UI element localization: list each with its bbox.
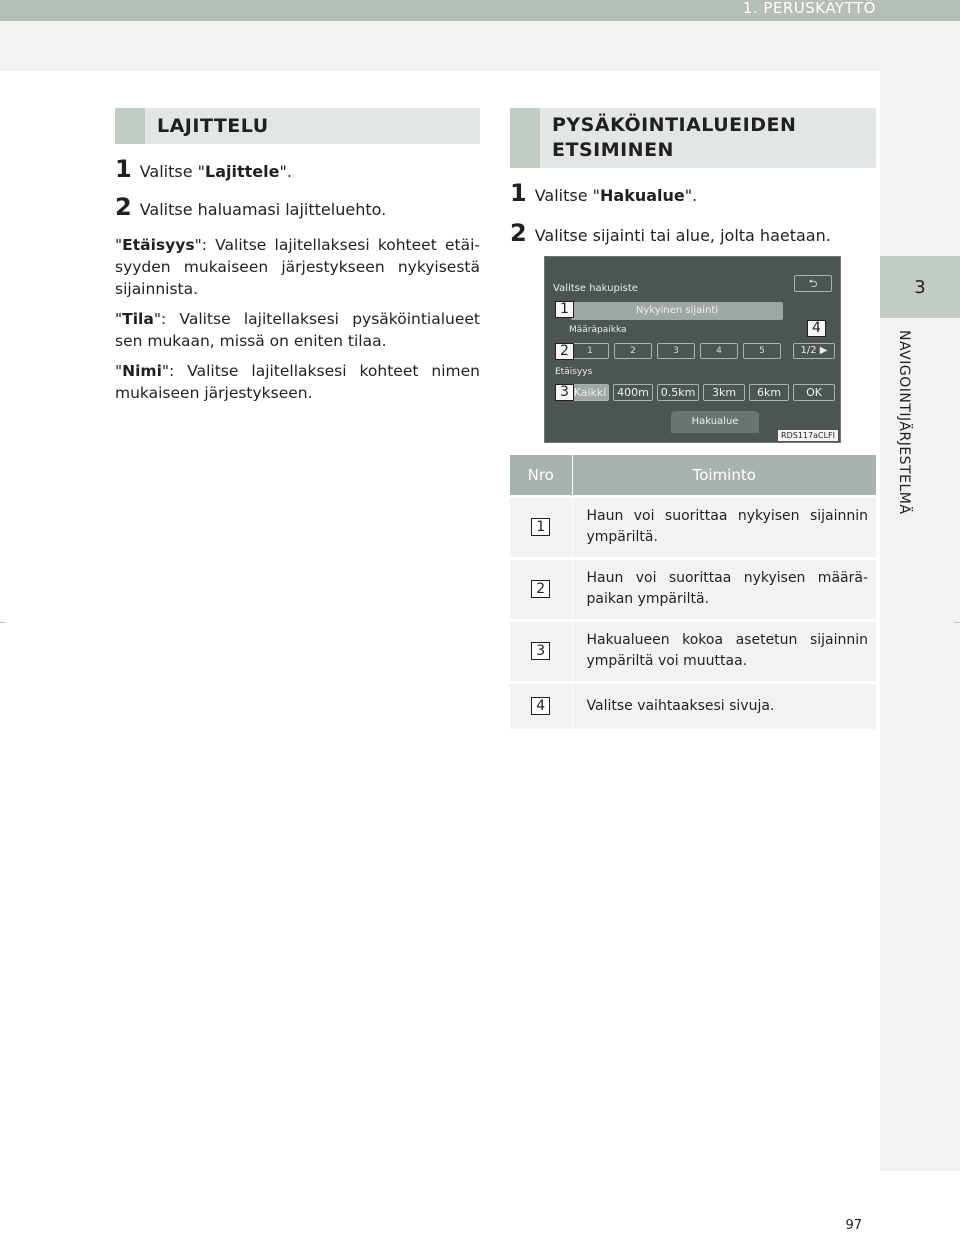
heading-marker — [115, 108, 145, 144]
section-heading-parking-search — [510, 108, 876, 168]
option-text: : Valitse lajitellaksesi pysäköintialueet sen mukaan, missä on eniten tilaa. — [115, 310, 480, 350]
option-distance: "Etäisyys": Valitse lajitellaksesi kohteet etäisyyden mukaiseen järjestykseen nykyisestä sijainnista. — [115, 236, 480, 298]
nav-screen-image — [544, 256, 841, 443]
option-term: Nimi — [122, 362, 162, 380]
destination-button-2: 2 — [614, 343, 652, 359]
image-code: RDS117aCLFI — [778, 430, 838, 441]
heading-text: LAJITTELU — [157, 114, 269, 137]
current-location-button: Nykyinen sijainti — [571, 302, 783, 320]
header-band — [0, 21, 960, 71]
destination-button-1: 1 — [571, 343, 609, 359]
crop-mark-right — [954, 622, 960, 623]
distance-400m-button: 400m — [613, 384, 653, 401]
step-text-end: ". — [684, 186, 698, 205]
table-row — [510, 620, 876, 682]
section-heading-sorting — [115, 108, 480, 144]
return-arrow-icon: ⮌ — [794, 275, 832, 292]
heading-text-line2: ETSIMINEN — [552, 139, 674, 161]
heading-marker — [510, 108, 540, 168]
step-1 — [115, 155, 292, 183]
heading-text-line1: PYSÄKÖINTIALUEIDEN — [552, 114, 797, 136]
step-text: Valitse " — [534, 186, 600, 205]
step-number: 1 — [510, 179, 527, 207]
page-indicator-button: 1/2 ▶ — [793, 343, 835, 359]
step-number: 2 — [510, 219, 527, 247]
callout-marker-1: 1 — [555, 301, 574, 318]
step-text: Valitse haluamasi lajitteluehto. — [139, 200, 387, 219]
table-row — [510, 496, 876, 558]
callout-marker-4: 4 — [807, 320, 826, 337]
column-header-num: Nro — [510, 455, 572, 496]
row-number: 4 — [531, 697, 550, 715]
row-number: 2 — [531, 580, 550, 598]
distance-label: Etäisyys — [555, 367, 593, 377]
distance-05km-button: 0.5km — [657, 384, 699, 401]
step-2 — [115, 193, 387, 221]
header-bar — [0, 0, 960, 21]
destination-button-5: 5 — [743, 343, 781, 359]
row-text: Haun voi suorittaa nykyisen määräpaikan ympäriltä. — [572, 558, 876, 620]
step-bold: Hakualue — [600, 186, 685, 205]
step-2 — [510, 219, 831, 247]
table-row — [510, 558, 876, 620]
step-bold: Lajittele — [205, 162, 280, 181]
distance-3km-button: 3km — [703, 384, 745, 401]
distance-all-button: Kaikki — [571, 384, 609, 401]
column-header-action: Toiminto — [572, 455, 876, 496]
distance-6km-button: 6km — [749, 384, 789, 401]
destination-button-3: 3 — [657, 343, 695, 359]
crop-mark-left — [0, 622, 6, 623]
destination-button-4: 4 — [700, 343, 738, 359]
page-number: 97 — [845, 1218, 862, 1233]
step-number: 1 — [115, 155, 132, 183]
chapter-side-label: NAVIGOINTIJÄRJESTELMÄ — [896, 330, 912, 515]
option-term: Tila — [122, 310, 154, 328]
step-text-end: ". — [279, 162, 292, 181]
callout-marker-2: 2 — [555, 343, 574, 360]
step-text: Valitse " — [139, 162, 205, 181]
table-header-row — [510, 455, 876, 496]
table-row — [510, 682, 876, 729]
step-text: Valitse sijainti tai alue, jolta haetaan. — [534, 226, 831, 245]
option-text: : Valitse lajitellaksesi kohteet nimen mukaiseen järjestykseen. — [115, 362, 480, 402]
search-area-tab: Hakualue — [671, 411, 759, 433]
ok-button: OK — [793, 384, 835, 401]
callout-marker-3: 3 — [555, 384, 574, 401]
step-number: 2 — [115, 193, 132, 221]
chapter-number-tab: 3 — [880, 256, 960, 318]
option-name: "Nimi": Valitse lajitellaksesi kohteet nimen mukaiseen järjestykseen. — [115, 362, 480, 402]
row-number: 3 — [531, 642, 550, 660]
option-space: "Tila": Valitse lajitellaksesi pysäköintialueet sen mukaan, missä on eniten tilaa. — [115, 310, 480, 350]
screen-title: Valitse hakupiste — [553, 283, 638, 294]
chapter-title: 1. PERUSKÄYTTÖ — [742, 0, 876, 17]
row-text: Haun voi suorittaa nykyisen sijainnin ympäriltä. — [572, 496, 876, 558]
function-table — [510, 455, 876, 729]
destination-label: Määräpaikka — [569, 325, 627, 335]
row-text: Hakualueen kokoa asetetun sijainnin ympäriltä voi muuttaa. — [572, 620, 876, 682]
row-text: Valitse vaihtaaksesi sivuja. — [572, 682, 876, 729]
option-term: Etäisyys — [122, 236, 195, 254]
side-column — [880, 71, 960, 1171]
row-number: 1 — [531, 518, 550, 536]
option-text: : Valitse lajitellaksesi kohteet etäisyyden mukaiseen järjestykseen nykyisestä sijainnista. — [115, 236, 480, 298]
step-1 — [510, 179, 698, 207]
